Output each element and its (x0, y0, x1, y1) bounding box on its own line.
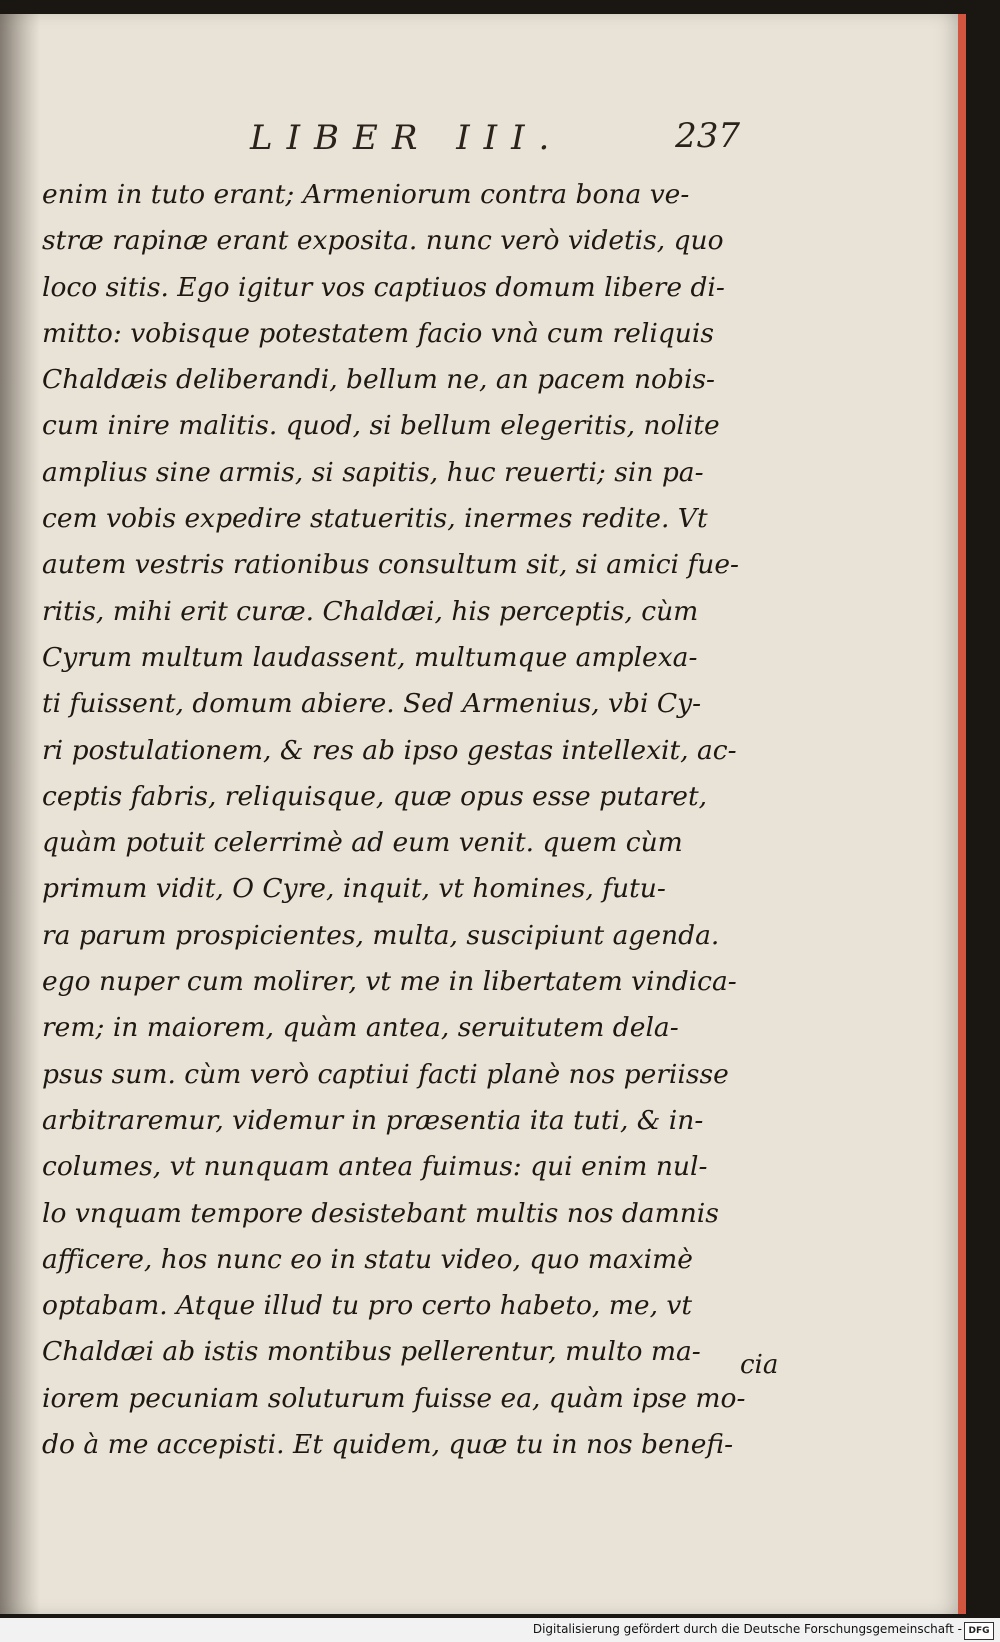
body-text (42, 172, 782, 1468)
text-line: afficere, hos nunc eo in statu video, quo maximè (42, 1243, 693, 1275)
text-line: iorem pecuniam soluturum fuisse ea, quàm ipse mo- (42, 1382, 746, 1414)
text-line: Chaldæi ab istis montibus pellerentur, multo ma- (42, 1336, 701, 1368)
text-line: Chaldæis deliberandi, bellum ne, an pacem nobis- (42, 364, 716, 396)
text-line: amplius sine armis, si sapitis, huc reuerti; sin pa- (42, 456, 704, 488)
text-line: ceptis fabris, reliquisque, quæ opus esse putaret, (42, 780, 708, 812)
text-line: enim in tuto erant; Armeniorum contra bona ve- (42, 179, 690, 210)
text-line: Cyrum multum laudassent, multumque amplexa- (42, 641, 698, 673)
text-line: psus sum. cùm verò captiui facti planè nos periisse (42, 1058, 729, 1090)
page-number: 237 (675, 116, 740, 156)
text-line: ego nuper cum molirer, vt me in libertatem vindica- (42, 966, 737, 998)
text-line: stræ rapinæ erant exposita. nunc verò videtis, quo (42, 225, 724, 257)
text-line: ritis, mihi erit curæ. Chaldæi, his perceptis, cùm (42, 595, 699, 627)
page-red-edge (958, 14, 966, 1614)
text-line: arbitraremur, videmur in præsentia ita tuti, & in- (42, 1104, 704, 1136)
text-line: quàm potuit celerrimè ad eum venit. quem cùm (42, 827, 683, 859)
text-line: ti fuissent, domum abiere. Sed Armenius, vbi Cy- (42, 688, 702, 720)
text-line: do à me accepisti. Et quidem, quæ tu in nos benefi- (42, 1429, 734, 1461)
text-line: columes, vt nunquam antea fuimus: qui enim nul- (42, 1151, 708, 1183)
text-line: ra parum prospicientes, multa, suscipiunt agenda. (42, 919, 720, 951)
text-line: cum inire malitis. quod, si bellum elegeritis, nolite (42, 410, 720, 442)
catchword: cia (740, 1350, 779, 1380)
funding-note: Digitalisierung gefördert durch die Deutsche Forschungsgemeinschaft - (532, 1622, 962, 1636)
text-line: mitto: vobisque potestatem facio vnà cum reliquis (42, 317, 714, 349)
text-line: ri postulationem, & res ab ipso gestas intellexit, ac- (42, 734, 737, 766)
text-line: rem; in maiorem, quàm antea, seruitutem dela- (42, 1012, 679, 1044)
text-line: loco sitis. Ego igitur vos captiuos domum libere di- (42, 271, 725, 303)
text-line: optabam. Atque illud tu pro certo habeto, me, vt (42, 1290, 693, 1322)
text-line: primum vidit, O Cyre, inquit, vt homines, futu- (42, 873, 666, 905)
text-line: lo vnquam tempore desistebant multis nos damnis (42, 1197, 719, 1229)
running-head: LIBER III. (250, 118, 564, 158)
dfg-logo: DFG (964, 1622, 994, 1640)
page-header (240, 112, 740, 162)
footer-bar (0, 1618, 1000, 1642)
text-line: autem vestris rationibus consultum sit, si amici fue- (42, 549, 739, 581)
text-line: cem vobis expedire statueritis, inermes redite. Vt (42, 503, 708, 535)
gutter-shadow (0, 14, 40, 1614)
